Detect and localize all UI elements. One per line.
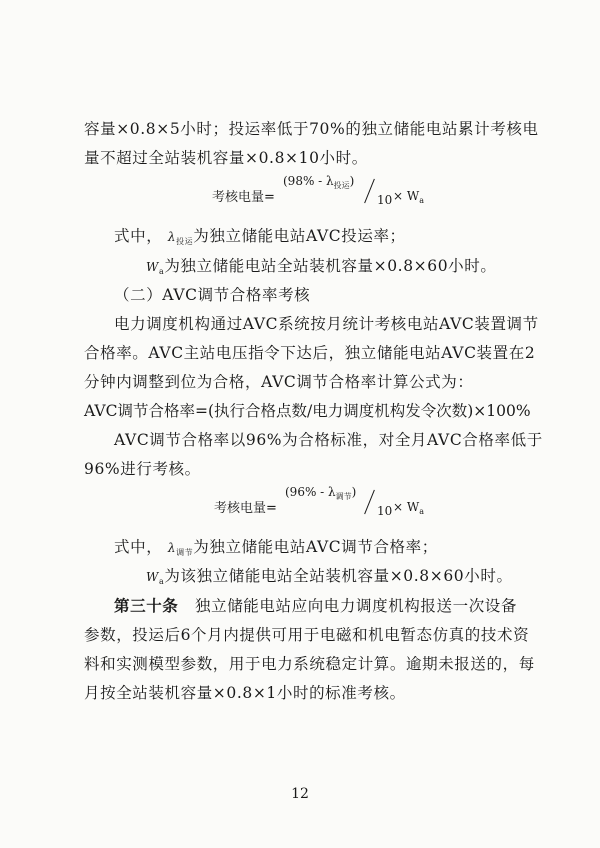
definition-line bbox=[114, 225, 520, 253]
definition-text: 为该独立储能电站全站装机容量×0.8×60小时。 bbox=[164, 567, 513, 585]
formula-2 bbox=[214, 497, 277, 516]
definition-prefix: 式中， bbox=[114, 227, 163, 245]
numerator-sub: 调节 bbox=[335, 492, 352, 501]
formula-2-suffix bbox=[393, 500, 424, 516]
paragraph-line: AVC调节合格率以96%为合格标准，对全月AVC合格率低于 bbox=[114, 431, 543, 449]
definition-line bbox=[146, 255, 520, 283]
variable-lambda: λ bbox=[167, 230, 177, 244]
definition-line bbox=[146, 565, 520, 593]
definition-line bbox=[114, 536, 520, 564]
suffix-text: × W bbox=[393, 189, 420, 203]
page-number: 12 bbox=[291, 786, 309, 802]
variable-sub: a bbox=[158, 577, 165, 586]
fraction-slash bbox=[364, 490, 375, 515]
paragraph-line: 量不超过全站装机容量×0.8×10小时。 bbox=[84, 149, 368, 167]
numerator-close: ) bbox=[351, 485, 357, 499]
formula-1-numerator bbox=[283, 174, 354, 191]
variable-lambda: λ bbox=[167, 541, 177, 555]
paragraph-line: AVC调节合格率=(执行合格点数/电力调度机构发令次数)×100% bbox=[84, 402, 531, 420]
numerator-text: (98% - λ bbox=[283, 174, 334, 188]
paragraph-line: 电力调度机构通过AVC系统按月统计考核电站AVC装置调节 bbox=[114, 315, 539, 333]
article-text: 独立储能电站应向电力调度机构报送一次设备 bbox=[195, 597, 518, 615]
paragraph-line: 容量×0.8×5小时；投运率低于70%的独立储能电站累计考核电 bbox=[84, 120, 539, 138]
article-label: 第三十条 bbox=[114, 596, 179, 615]
numerator-close: ) bbox=[349, 174, 355, 188]
variable-w: W bbox=[146, 260, 159, 274]
section-heading: （二）AVC调节合格率考核 bbox=[114, 286, 311, 304]
formula-prefix: 考核电量= bbox=[214, 501, 277, 516]
article-30-line bbox=[114, 595, 520, 617]
paragraph-line: 96%进行考核。 bbox=[84, 460, 201, 478]
variable-sub: 调节 bbox=[176, 548, 194, 557]
definition-text: 为独立储能电站AVC调节合格率； bbox=[193, 538, 438, 556]
numerator-text: (96% - λ bbox=[285, 485, 336, 499]
definition-text: 为独立储能电站全站装机容量×0.8×60小时。 bbox=[164, 257, 497, 275]
suffix-text: × W bbox=[393, 500, 420, 514]
formula-1-denominator: 10 bbox=[377, 193, 393, 207]
paragraph-line: 合格率。AVC主站电压指令下达后，独立储能电站AVC装置在2 bbox=[84, 344, 536, 362]
formula-2-denominator: 10 bbox=[377, 504, 393, 518]
paragraph-line: 分钟内调整到位为合格，AVC调节合格率计算公式为： bbox=[84, 373, 474, 391]
formula-prefix: 考核电量= bbox=[212, 190, 275, 205]
definition-prefix: 式中， bbox=[114, 538, 163, 556]
definition-text: 为独立储能电站AVC投运率； bbox=[193, 227, 406, 245]
suffix-sub: a bbox=[419, 196, 424, 205]
formula-2-numerator bbox=[285, 485, 356, 502]
paragraph-line: 参数，投运后6个月内提供可用于电磁和机电暂态仿真的技术资 bbox=[84, 626, 530, 644]
variable-sub: a bbox=[158, 267, 165, 276]
paragraph-line: 月按全站装机容量×0.8×1小时的标准考核。 bbox=[84, 684, 406, 702]
variable-w: W bbox=[146, 570, 159, 584]
fraction-slash bbox=[364, 179, 375, 204]
variable-sub: 投运 bbox=[176, 237, 194, 246]
formula-1 bbox=[212, 186, 275, 205]
suffix-sub: a bbox=[419, 507, 424, 516]
numerator-sub: 投运 bbox=[333, 181, 350, 190]
formula-1-suffix bbox=[393, 189, 424, 205]
paragraph-line: 料和实测模型参数，用于电力系统稳定计算。逾期未报送的，每 bbox=[84, 655, 535, 673]
